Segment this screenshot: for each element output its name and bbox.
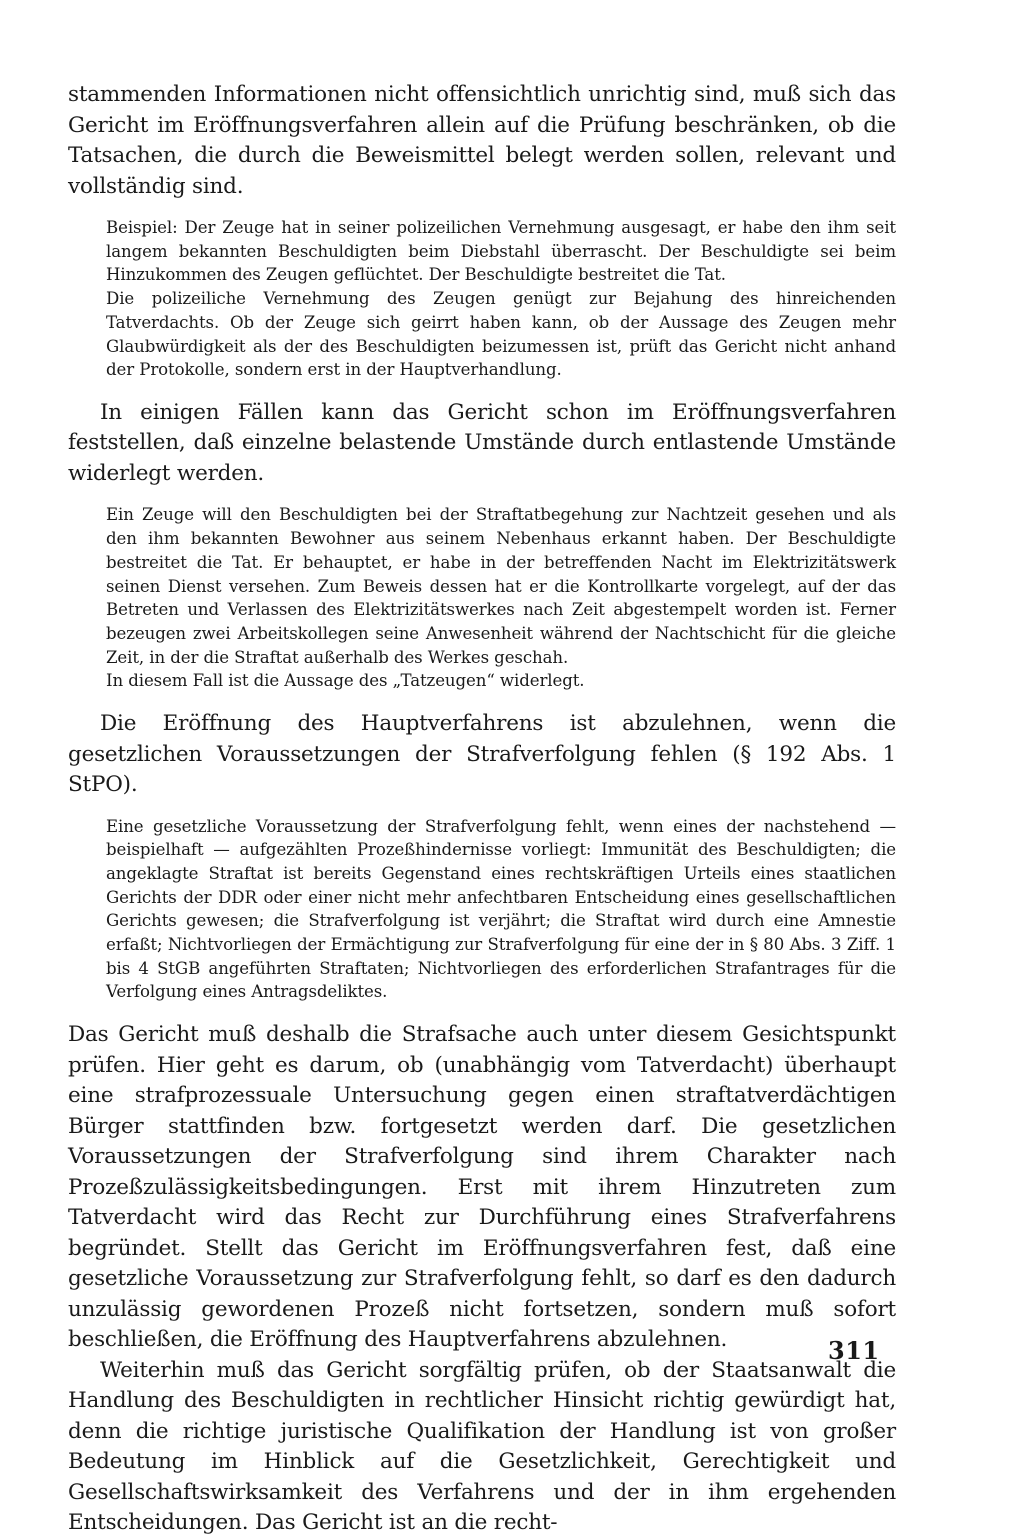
paragraph-3: Die Eröffnung des Hauptverfahrens ist abzulehnen, wenn die gesetzlichen Voraussetzungen der Strafverfolgung fehlen (§ 192 Abs. 1 StPO).	[68, 711, 896, 798]
example-1-case: Beispiel: Der Zeuge hat in seiner polizeilichen Vernehmung ausgesagt, er habe den ihm seit langem bekannten Beschuldigten beim Diebstahl überrascht. Der Beschuldigte sei beim Hinzukommen des Zeugen geflüchtet. Der Beschuldigte bestreitet die Tat.	[106, 218, 896, 285]
example-3-text: Eine gesetzliche Voraussetzung der Strafverfolgung fehlt, wenn eines der nachstehend — beispielhaft — aufgezählten Prozeßhindernisse vorliegt: Immunität des Beschuldigten; die angeklagte Straftat ist bereits Gegenstand eines rechtskräftigen Urteils eines staatlichen Gerichts der DDR oder einer nicht mehr anfechtbaren Entscheidung eines gesellschaftlichen Gerichts gewesen; die Strafverfolgung ist verjährt; die Straftat wird durch eine Amnestie erfaßt; Nichtvorliegen der Ermächtigung zur Strafverfolgung für eine der in § 80 Abs. 3 Ziff. 1 bis 4 StGB angeführten Straftaten; Nichtvorliegen des erforderlichen Strafantrages für die Verfolgung eines Antragsdeliktes.	[106, 816, 896, 1002]
paragraph-1: stammenden Informationen nicht offensichtlich unrichtig sind, muß sich das Gericht im Eröffnungsverfahren allein auf die Prüfung beschränken, ob die Tatsachen, die durch die Beweismittel belegt werden sollen, relevant und vollständig sind.	[68, 82, 896, 199]
paragraph-2: In einigen Fällen kann das Gericht schon im Eröffnungsverfahren feststellen, daß einzelne belastende Umstände durch entlastende Umstände widerlegt werden.	[68, 399, 896, 486]
example-block-3	[106, 815, 896, 1005]
example-2-conclusion: In diesem Fall ist die Aussage des „Tatzeugen“ widerlegt.	[106, 671, 585, 691]
example-block-2	[106, 503, 896, 693]
example-1-assessment: Die polizeiliche Vernehmung des Zeugen genügt zur Bejahung des hinreichenden Tatverdachts. Ob der Zeuge sich geirrt haben kann, ob der Aussage des Zeugen mehr Glaubwürdigkeit als der des Beschuldigten beizumessen ist, prüft das Gericht nicht anhand der Protokolle, sondern erst in der Hauptverhandlung.	[106, 289, 896, 380]
example-2-case: Ein Zeuge will den Beschuldigten bei der Straftatbegehung zur Nachtzeit gesehen und als den ihm bekannten Bewohner aus seinem Nebenhaus erkannt haben. Der Beschuldigte bestreitet die Tat. Er behauptet, er habe in der betreffenden Nacht im Elektrizitätswerk seinen Dienst versehen. Zum Beweis dessen hat er die Kontrollkarte vorgelegt, auf der das Betreten und Verlassen des Elektrizitätswerkes nach Zeit abgestempelt worden ist. Ferner bezeugen zwei Arbeitskollegen seine Anwesenheit während der Nachtschicht für die gleiche Zeit, in der die Straftat außerhalb des Werkes geschah.	[106, 505, 896, 667]
paragraph-5: Weiterhin muß das Gericht sorgfältig prüfen, ob der Staatsanwalt die Handlung des Beschuldigten in rechtlicher Hinsicht richtig gewürdigt hat, denn die richtige juristische Qualifikation der Handlung ist von großer Bedeutung im Hinblick auf die Gesetzlichkeit, Gerechtigkeit und Gesellschaftswirksamkeit des Verfahrens und der in ihm ergehenden Entscheidungen. Das Gericht ist an die recht-	[68, 1357, 896, 1536]
paragraph-4: Das Gericht muß deshalb die Strafsache auch unter diesem Gesichtspunkt prüfen. Hier geht es darum, ob (unabhängig vom Tatverdacht) überhaupt eine strafprozessuale Untersuchung gegen einen straftatverdächtigen Bürger stattfinden bzw. fortgesetzt werden darf. Die gesetzlichen Voraussetzungen der Strafverfolgung sind ihrem Charakter nach Prozeßzulässigkeitsbedingungen. Erst mit ihrem Hinzutreten zum Tatverdacht wird das Recht zur Durchführung eines Strafverfahrens begründet. Stellt das Gericht im Eröffnungsverfahren fest, daß eine gesetzliche Voraussetzung zur Strafverfolgung fehlt, so darf es den dadurch unzulässig gewordenen Prozeß nicht fortsetzen, sondern muß sofort beschließen, die Eröffnung des Hauptverfahrens abzulehnen.	[68, 1022, 896, 1353]
page-number: 311	[828, 1336, 880, 1365]
page-body	[68, 80, 896, 1539]
example-block-1	[106, 216, 896, 382]
